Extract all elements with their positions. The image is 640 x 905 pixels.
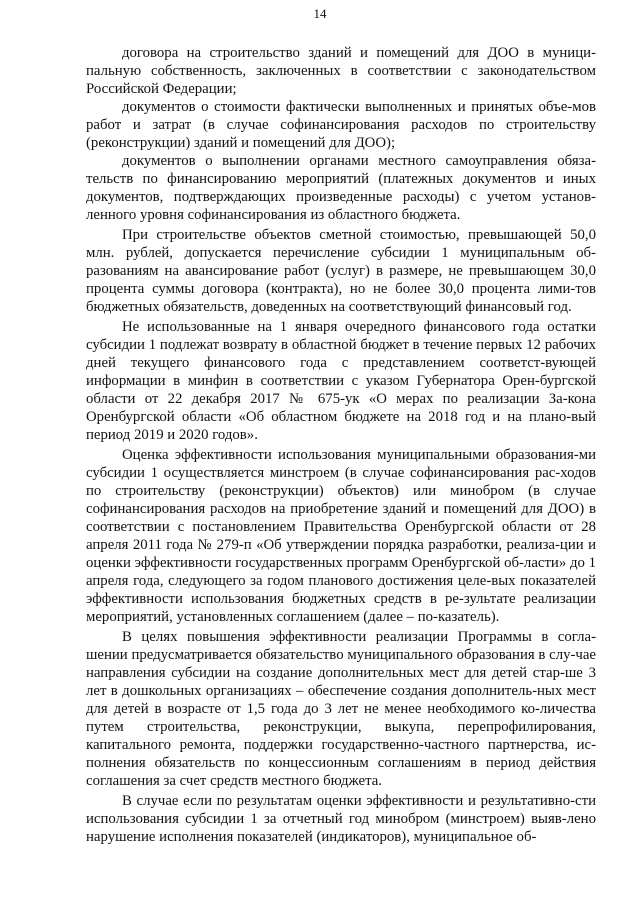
paragraph-contracts: договора на строительство зданий и помещений для ДОО в муници-пальную собственность, заключенных в соответствии с законодательством Российской Федерации; xyxy=(86,45,596,97)
paragraph-advance-payment: При строительстве объектов сметной стоимостью, превышающей 50,0 млн. рублей, допускается перечисление субсидии 1 муниципальным об-разованиям на авансирование работ (услуг) в размере, не превышающем 30,0 процента суммы договора (контракта), но не более 30,0 процента лими-тов бюджетных обязательств, доведенных на соответствующий финансовый год. xyxy=(86,227,596,315)
paragraph-program-efficiency: В целях повышения эффективности реализации Программы в согла-шении предусматривается обязательство муниципального образования в слу-чае направления субсидии на создание дополнительных мест для детей стар-ше 3 лет в дошкольных организациях – обеспечение создания дополнитель-ных мест для детей в возрасте от 1,5 года до 3 лет не менее необходимого ко-личества путем строительства, реконструкции, выкупа, перепрофилирования, капитального ремонта, поддержки государственно-частного партнерства, ис-полнения обязательств по концессионным соглашениям в период действия соглашения за счет средств местного бюджета. xyxy=(86,629,596,789)
paragraph-cost-documents: документов о стоимости фактически выполненных и принятых объе-мов работ и затрат (в случае софинансирования расходов по строительству (реконструкции) зданий и помещений для ДОО); xyxy=(86,99,596,151)
paragraph-unused-balances: Не использованные на 1 января очередного финансового года остатки субсидии 1 подлежат возврату в областной бюджет в течение первых 12 рабочих дней текущего финансового года с представлением соответст-вующей информации в минфин в соответствии с указом Губернатора Орен-бургской области от 22 декабря 2017 № 675-ук «О мерах по реализации За-кона Оренбургской области «Об областном бюджете на 2018 год и на плано-вый период 2019 и 2020 годов». xyxy=(86,319,596,443)
page-number: 14 xyxy=(313,6,327,21)
paragraph-obligations-documents: документов о выполнении органами местного самоуправления обяза-тельств по финансированию мероприятий (платежных документов и иных документов, подтверждающих произведенные расходы) с учетом установ-ленного уровня софинансирования из областного бюджета. xyxy=(86,153,596,223)
paragraph-efficiency-assessment: Оценка эффективности использования муниципальными образования-ми субсидии 1 осуществляется минстроем (в случае софинансирования рас-ходов по строительству (реконструкции) объектов) или минобром (в случае софинансирования расходов на приобретение зданий и помещений для ДОО) в соответствии с постановлением Правительства Оренбургской области от 28 апреля 2011 года № 279-п «Об утверждении порядка разработки, реализа-ции и оценки эффективности государственных программ Оренбургской об-ласти» до 1 апреля года, следующего за годом планового достижения целе-вых показателей эффективности использования бюджетных средств в ре-зультате реализации мероприятий, установленных соглашением (далее – по-казатель). xyxy=(86,447,596,625)
document-body xyxy=(86,44,596,846)
paragraph-violation-case: В случае если по результатам оценки эффективности и результативно-сти использования субсидии 1 за отчетный год минобром (минстроем) выяв-лено нарушение исполнения показателей (индикаторов), муниципальное об- xyxy=(86,793,596,845)
